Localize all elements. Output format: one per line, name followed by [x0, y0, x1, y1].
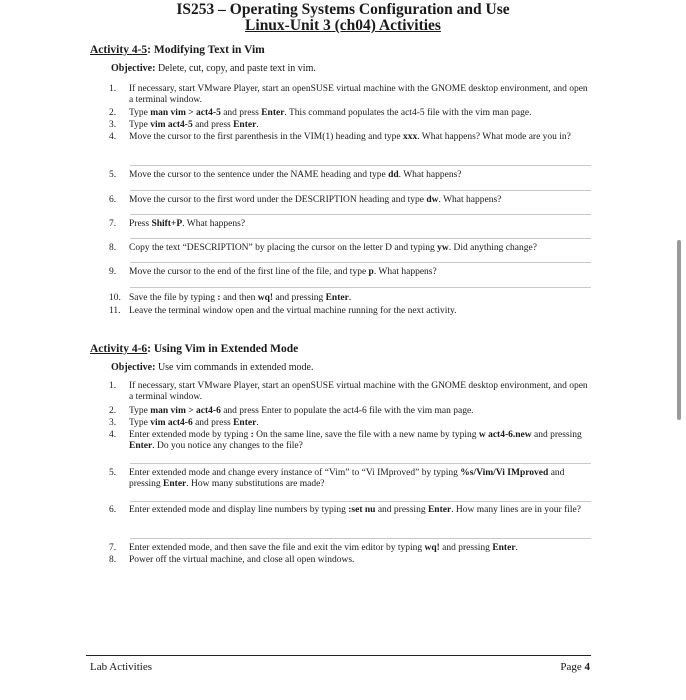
objective-label: Objective: — [111, 362, 156, 373]
objective-text: Delete, cut, copy, and paste text in vim. — [155, 63, 316, 74]
footer-divider — [86, 655, 591, 656]
document-subtitle — [0, 17, 686, 34]
answer-line — [130, 538, 591, 539]
answer-line — [130, 238, 591, 239]
activity-number: Activity 4-6 — [90, 343, 148, 355]
objective-text: Use vim commands in extended mode. — [155, 362, 314, 373]
answer-line — [130, 501, 591, 502]
activity-4-6-heading — [90, 343, 298, 355]
document-title: IS253 – Operating Systems Configuration and Use — [176, 1, 510, 18]
answer-line — [130, 165, 591, 166]
activity-number: Activity 4-5 — [90, 44, 148, 56]
answer-line — [130, 214, 591, 215]
activity-4-5-heading — [90, 44, 265, 56]
activity-4-6-objective — [111, 362, 313, 373]
scrollbar-thumb[interactable] — [677, 240, 681, 420]
activity-title: : Using Vim in Extended Mode — [147, 343, 299, 355]
answer-line — [130, 262, 591, 263]
page-number: Page 4 — [560, 661, 590, 673]
answer-line — [130, 463, 591, 464]
answer-line — [130, 190, 591, 191]
footer-label: Lab Activities — [90, 661, 153, 673]
activity-title: : Modifying Text in Vim — [147, 44, 265, 56]
answer-line — [130, 287, 591, 288]
objective-label: Objective: — [111, 63, 156, 74]
subtitle-text: Linux-Unit 3 (ch04) Activities — [245, 17, 441, 34]
document-page: IS253 – Operating Systems Configuration and Use Linux-Unit 3 (ch04) Activities Activity 4-5: Modifying Text in Vim Objective: Delete, cut, copy, and paste text in vim. 1. If necessary, start VMware Player, start an openSUSE virtual machine with the GNOME desktop environment, and open a terminal window. 2. Type man vim > act4-5 and press Enter. This command populates the act4-5 file with the vim man page. 3. Type vim act4-5 and press Enter. 4. Move the cursor to the first parenthesis in the VIM(1) heading and type xxx. What happens? What mode are you in? 5. Move the cursor to the sentence under the NAME heading and type dd. What happens? 6. Move the cursor to the first word under the DESCRIPTION heading and type dw. What happens? 7. Press Shift+P. What happens? 8. Copy the text “DESCRIPTION” by placing the cursor on the letter D and typing yw. Did anything change? 9. Move the cursor to the end of the first line of the file, and type p. What happens? 10. Save the file by typing : and then wq! and pressing Enter. 11. Leave the terminal window open and the virtual machine running for the next activity. Activity 4-6: Using Vim in Extended Mode Objective: Use vim commands in extended mode. 1. If necessary, start VMware Player, start an openSUSE virtual machine with the GNOME desktop environment, and open a terminal window. 2. Type man vim > act4-6 and press Enter to populate the act4-6 file with the vim man page. 3. Type vim act4-6 and press Enter. 4. Enter extended mode by typing : On the same line, save the file with a new name by typing w act4-6.new and pressing Enter. Do you notice any changes to the file? 5. Enter extended mode and change every instance of “Vim” to “Vi IMproved” by typing %s/Vim/Vi IMproved and pressing Enter. How many substitutions are made? 6. Enter extended mode and display line numbers by typing :set nu and pressing Enter. How many lines are in your file? 7. Enter extended mode, and then save the file and exit the vim editor by typing wq! and pressing Enter. 8. Power off the virtual machine, and close all open windows. Lab Activities Page 4 — [0, 0, 686, 700]
activity-4-5-objective — [111, 63, 316, 74]
